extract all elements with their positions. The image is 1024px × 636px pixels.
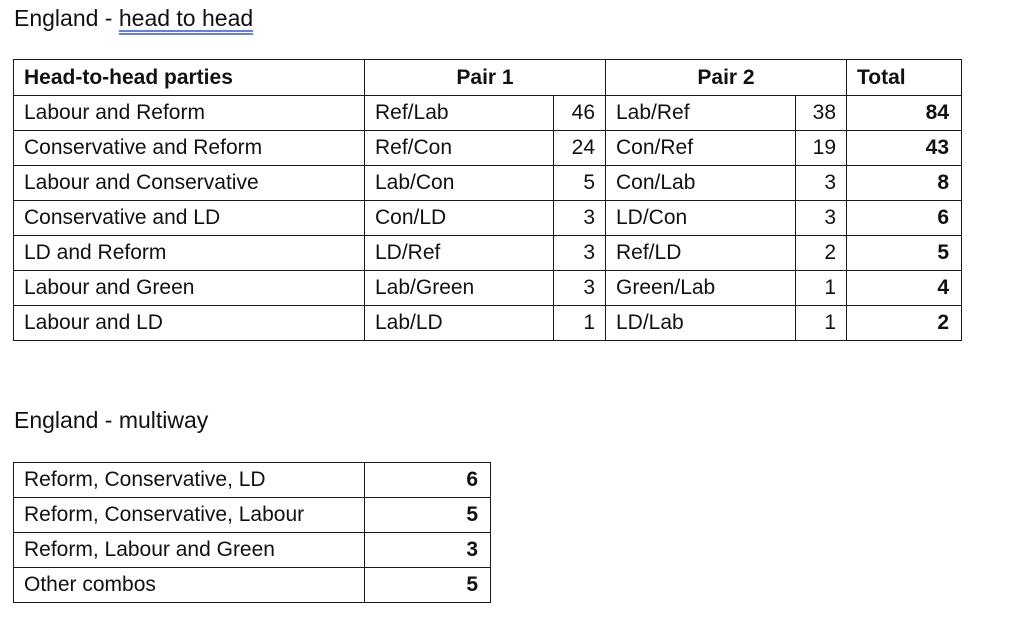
head-to-head-table xyxy=(13,59,962,341)
head-to-head-heading xyxy=(14,4,253,32)
pair2-value-cell: 38 xyxy=(796,96,847,131)
total-cell: 43 xyxy=(847,131,962,166)
table-row xyxy=(14,166,962,201)
count-cell: 3 xyxy=(365,533,491,568)
pair2-label-cell: LD/Con xyxy=(606,201,796,236)
table-row xyxy=(14,306,962,341)
pair2-value-cell: 1 xyxy=(796,306,847,341)
multiway-table xyxy=(13,462,491,603)
parties-cell: Labour and LD xyxy=(14,306,365,341)
combo-cell: Reform, Conservative, Labour xyxy=(14,498,365,533)
pair2-label-cell: Lab/Ref xyxy=(606,96,796,131)
pair1-label-cell: Ref/Con xyxy=(365,131,554,166)
pair1-value-cell: 1 xyxy=(554,306,606,341)
total-cell: 6 xyxy=(847,201,962,236)
pair2-value-cell: 3 xyxy=(796,166,847,201)
table-row xyxy=(14,498,491,533)
header-pair2: Pair 2 xyxy=(606,60,847,96)
pair2-value-cell: 3 xyxy=(796,201,847,236)
total-cell: 5 xyxy=(847,236,962,271)
multiway-heading: England - multiway xyxy=(14,407,209,433)
header-pair1: Pair 1 xyxy=(365,60,606,96)
pair2-value-cell: 2 xyxy=(796,236,847,271)
parties-cell: Labour and Reform xyxy=(14,96,365,131)
pair2-value-cell: 1 xyxy=(796,271,847,306)
pair1-label-cell: Lab/Green xyxy=(365,271,554,306)
pair2-label-cell: Green/Lab xyxy=(606,271,796,306)
heading-link-text: head to head xyxy=(118,5,254,31)
pair1-label-cell: Ref/Lab xyxy=(365,96,554,131)
combo-cell: Other combos xyxy=(14,568,365,603)
combo-cell: Reform, Conservative, LD xyxy=(14,463,365,498)
total-cell: 84 xyxy=(847,96,962,131)
pair2-label-cell: Con/Ref xyxy=(606,131,796,166)
table-row xyxy=(14,533,491,568)
pair1-label-cell: Lab/Con xyxy=(365,166,554,201)
pair1-value-cell: 5 xyxy=(554,166,606,201)
table-row xyxy=(14,96,962,131)
table-row xyxy=(14,463,491,498)
total-cell: 4 xyxy=(847,271,962,306)
table-row xyxy=(14,271,962,306)
combo-cell: Reform, Labour and Green xyxy=(14,533,365,568)
pair2-label-cell: Con/Lab xyxy=(606,166,796,201)
parties-cell: Conservative and LD xyxy=(14,201,365,236)
pair1-label-cell: Con/LD xyxy=(365,201,554,236)
pair2-label-cell: LD/Lab xyxy=(606,306,796,341)
pair1-value-cell: 24 xyxy=(554,131,606,166)
total-cell: 2 xyxy=(847,306,962,341)
parties-cell: Labour and Green xyxy=(14,271,365,306)
count-cell: 5 xyxy=(365,568,491,603)
table-row xyxy=(14,236,962,271)
pair1-value-cell: 3 xyxy=(554,236,606,271)
header-total: Total xyxy=(847,60,962,96)
count-cell: 5 xyxy=(365,498,491,533)
pair2-label-cell: Ref/LD xyxy=(606,236,796,271)
pair1-value-cell: 46 xyxy=(554,96,606,131)
pair1-value-cell: 3 xyxy=(554,201,606,236)
header-parties: Head-to-head parties xyxy=(14,60,365,96)
pair1-label-cell: LD/Ref xyxy=(365,236,554,271)
table-row xyxy=(14,568,491,603)
pair1-label-cell: Lab/LD xyxy=(365,306,554,341)
parties-cell: Conservative and Reform xyxy=(14,131,365,166)
total-cell: 8 xyxy=(847,166,962,201)
table-header-row xyxy=(14,60,962,96)
heading-prefix: England - xyxy=(14,5,119,31)
table-row xyxy=(14,131,962,166)
parties-cell: Labour and Conservative xyxy=(14,166,365,201)
parties-cell: LD and Reform xyxy=(14,236,365,271)
table-row xyxy=(14,201,962,236)
pair2-value-cell: 19 xyxy=(796,131,847,166)
pair1-value-cell: 3 xyxy=(554,271,606,306)
count-cell: 6 xyxy=(365,463,491,498)
